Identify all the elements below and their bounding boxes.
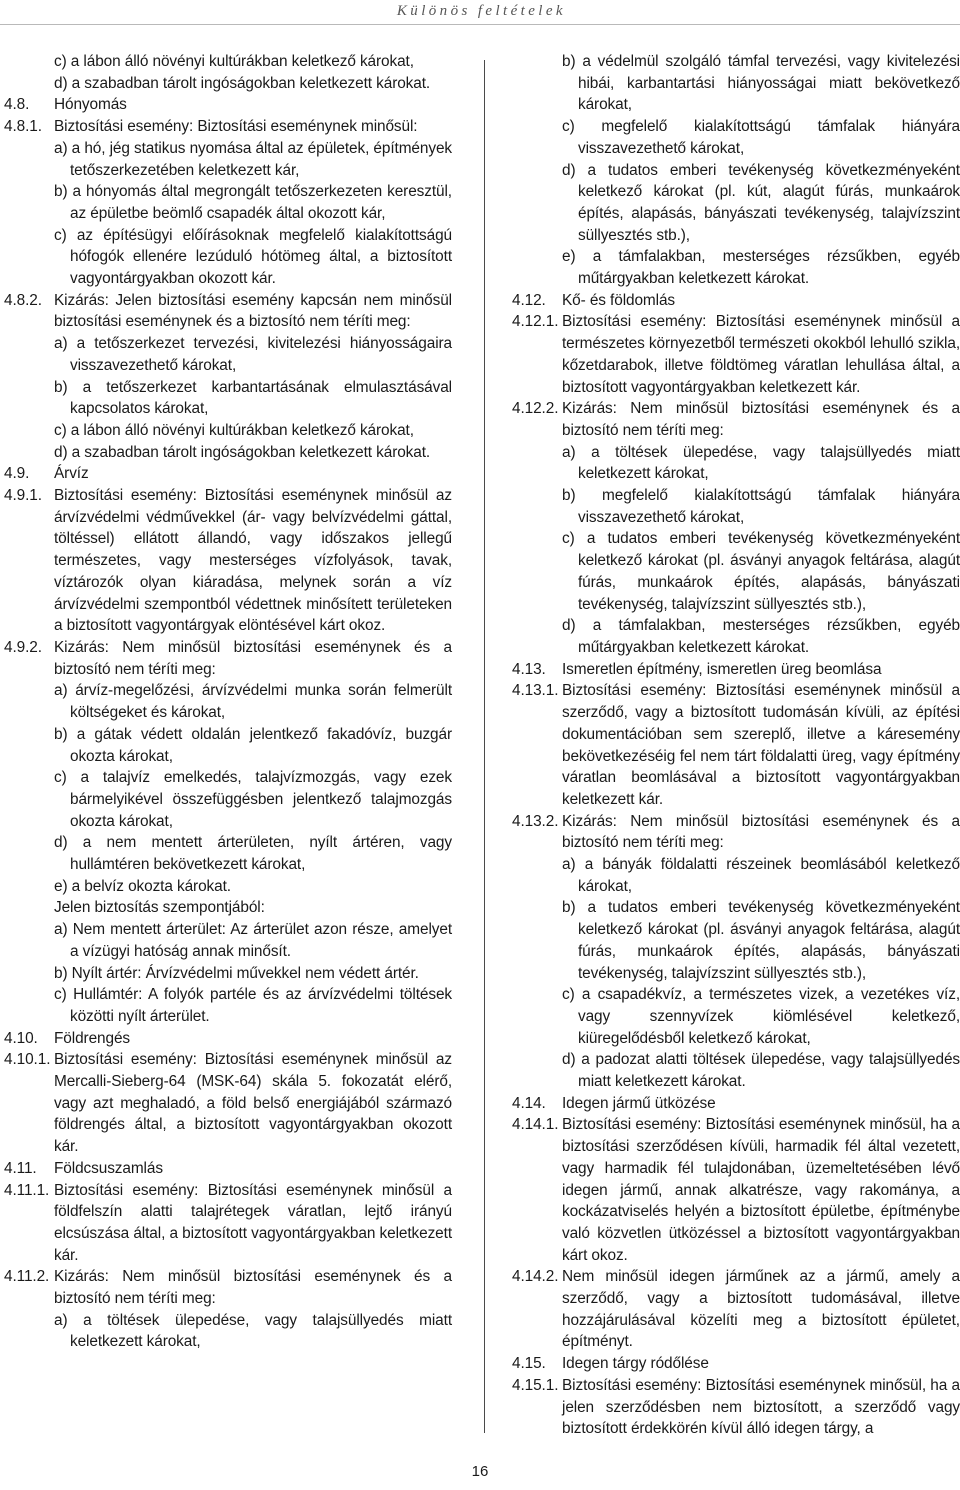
- clause-text: b) a tudatos emberi tevékenység következményeként keletkező károkat (pl. ásványi anyagok feltárása, alagút fúrás, munkaárok építés, alapásás, bányászati tevékenység, talajvízszint süllyesztés stb.),: [562, 899, 960, 982]
- list-item: [508, 160, 960, 247]
- list-item: [0, 138, 452, 181]
- clause-number: 4.13.1.: [512, 682, 559, 700]
- clause-text: Árvíz: [54, 465, 89, 483]
- clause-text: Idegen tárgy ródőlése: [562, 1355, 709, 1373]
- clause-paragraph: [508, 1266, 960, 1353]
- clause-text: d) a támfalakban, mesterséges rézsűkben, egyéb műtárgyakban keletkezett károkat.: [562, 617, 960, 656]
- section-heading: [0, 463, 452, 485]
- clause-text: c) a lábon álló növényi kultúrákban keletkező károkat,: [54, 421, 414, 439]
- list-item: [0, 377, 452, 420]
- clause-number: 4.15.: [512, 1355, 546, 1373]
- list-item: [0, 225, 452, 290]
- list-item: [508, 246, 960, 289]
- clause-text: a) a töltések ülepedése, vagy talajsüllyedés miatt keletkezett károkat,: [562, 443, 960, 483]
- page-number: 16: [471, 1463, 489, 1480]
- clause-paragraph: [0, 290, 452, 333]
- clause-text: a) a hó, jég statikus nyomása által az épületek, építmények tetőszerkezetében keletkezett kár,: [54, 139, 452, 179]
- list-item: [0, 51, 452, 73]
- clause-number: 4.12.: [512, 291, 546, 309]
- clause-text: Kizárás: Nem minősül biztosítási eseménynek és a biztosító nem téríti meg:: [54, 638, 452, 678]
- clause-text: Jelen biztosítás szempontjából:: [54, 899, 265, 917]
- clause-text: b) Nyílt ártér: Árvízvédelmi művekkel nem védett ártér.: [54, 964, 419, 982]
- clause-text: c) a talajvíz emelkedés, talajvízmozgás, vagy ezek bármelyikével összefüggésben jelentkező talajmozgás okozta károkat,: [54, 769, 452, 830]
- clause-number: 4.11.1.: [4, 1181, 50, 1199]
- section-heading: [508, 1353, 960, 1375]
- clause-number: 4.9.: [4, 465, 30, 483]
- clause-paragraph: [0, 897, 452, 919]
- clause-text: Kizárás: Nem minősül biztosítási eseménynek és a biztosító nem téríti meg:: [54, 1268, 452, 1308]
- clause-text: d) a tudatos emberi tevékenység következményeként keletkező károkat (pl. kút, alagút fúrás, munkaárok építés, alapásás, bányászati tevékenység, talajvízszint süllyesztés stb.),: [562, 161, 960, 244]
- clause-text: d) a szabadban tárolt ingóságokban keletkezett károkat.: [54, 443, 431, 461]
- clause-paragraph: [0, 1266, 452, 1309]
- clause-number: 4.15.1.: [512, 1376, 559, 1394]
- clause-text: d) a padozat alatti töltések ülepedése, vagy talajsüllyedés miatt keletkezett károkat.: [562, 1051, 960, 1091]
- clause-number: 4.8.: [4, 96, 30, 114]
- list-item: [0, 73, 452, 95]
- list-item: [0, 1310, 452, 1353]
- clause-text: b) a gátak védett oldalán jelentkező fakadóvíz, buzgár okozta károkat,: [54, 725, 452, 765]
- clause-text: c) az építésügyi előírásoknak megfelelő kialakítottságú hófogók ellenére lezúduló hótömeg által, a biztosított vagyontárgyakban okozott kár.: [54, 226, 452, 288]
- list-item: [0, 984, 452, 1027]
- list-item: [0, 680, 452, 723]
- clause-text: b) a tetőszerkezet karbantartásának elmulasztásával kapcsolatos károkat,: [54, 378, 452, 418]
- list-item: [0, 181, 452, 224]
- clause-number: 4.14.: [512, 1094, 546, 1112]
- clause-paragraph: [0, 485, 452, 637]
- clause-text: Idegen jármű ütközése: [562, 1094, 716, 1112]
- list-item: [0, 876, 452, 898]
- clause-text: a) a bányák földalatti részeinek beomlásából keletkező károkat,: [562, 856, 960, 895]
- clause-number: 4.11.: [4, 1159, 37, 1177]
- clause-paragraph: [508, 311, 960, 398]
- list-item: [508, 442, 960, 485]
- clause-text: a) a töltések ülepedése, vagy talajsüllyedés miatt keletkezett károkat,: [54, 1311, 452, 1351]
- section-heading: [508, 659, 960, 681]
- clause-number: 4.10.: [4, 1029, 38, 1047]
- clause-text: b) a védelmül szolgáló támfal tervezési, vagy kivitelezési hibái, karbantartási hiányosságai miatt bekövetkező károkat,: [562, 53, 960, 114]
- clause-text: c) a csapadékvíz, a természetes vizek, a vezetékes víz, vagy szennyvízek kiömlésével keletkező, kiüregelődésből keletkező károkat,: [562, 986, 960, 1047]
- list-item: [508, 528, 960, 615]
- clause-number: 4.13.: [512, 660, 546, 678]
- page-header: [0, 0, 960, 26]
- clause-number: 4.8.2.: [4, 291, 42, 309]
- list-item: [508, 854, 960, 897]
- clause-number: 4.14.1.: [512, 1116, 559, 1134]
- list-item: [0, 724, 452, 767]
- header-rule: [0, 24, 960, 25]
- list-item: [0, 963, 452, 985]
- clause-text: c) a lábon álló növényi kultúrákban keletkező károkat,: [54, 53, 414, 70]
- clause-text: Biztosítási esemény: Biztosítási eseménynek minősül az Mercalli-Sieberg-64 (MSK-64) skála 5. fokozatát elérő, vagy azt meghaladó, a föld belső energiájából származó földrengés által, a biztosított vagyontárgyakban okozott kár.: [54, 1051, 452, 1156]
- list-item: [508, 897, 960, 984]
- clause-text: b) megfelelő kialakítottságú támfalak hiányára visszavezethető károkat,: [562, 487, 960, 526]
- clause-text: b) a hónyomás által megrongált tetőszerkezeten keresztül, az épületbe beömlő csapadék által okozott kár,: [54, 183, 452, 222]
- clause-number: 4.10.1.: [4, 1051, 51, 1069]
- clause-number: 4.8.1.: [4, 118, 42, 136]
- clause-paragraph: [508, 398, 960, 441]
- clause-text: d) a szabadban tárolt ingóságokban keletkezett károkat.: [54, 74, 431, 92]
- clause-paragraph: [0, 1049, 452, 1158]
- left-column: [0, 51, 452, 1353]
- list-item: [0, 420, 452, 442]
- clause-text: Biztosítási esemény: Biztosítási eseménynek minősül a szerződő, vagy a biztosított tudomásán kívüli, az építési dokumentációban sem szereplő, illetve a káresemény bekövetkezéséig fel nem tárt földalatti üreg, vagy építmény váratlan beomlásával a biztosított vagyontárgyakban keletkezett kár.: [562, 682, 960, 808]
- clause-text: Biztosítási esemény: Biztosítási eseménynek minősül a természetes környezetből természeti okokból lehulló szikla, kőzetdarabok, illetve földtömeg váratlan lehullása által, a biztosított vagyontárgyakban keletkezett kár.: [562, 313, 960, 396]
- clause-number: 4.14.2.: [512, 1268, 559, 1286]
- clause-text: Biztosítási esemény: Biztosítási eseménynek minősül, ha a jelen szerződésben nem biztosított, a szerződő vagy biztosított érdekkörén kívül álló idegen tárgy, a: [562, 1376, 960, 1438]
- clause-text: c) Hullámtér: A folyók partéle és az árvízvédelmi töltések közötti nyílt árterület.: [54, 986, 452, 1025]
- clause-text: e) a belvíz okozta károkat.: [54, 877, 231, 895]
- list-item: [508, 1049, 960, 1092]
- clause-text: Biztosítási esemény: Biztosítási eseménynek minősül a földfelszín alatti talajrétegek váratlan, lejtő irányú elcsúszása által, a biztosított vagyontárgyakban keletkezett kár.: [54, 1181, 452, 1264]
- clause-number: 4.9.2.: [4, 638, 42, 656]
- clause-paragraph: [508, 680, 960, 810]
- clause-number: 4.12.1.: [512, 313, 559, 331]
- clause-paragraph: [508, 1375, 960, 1440]
- section-heading: [0, 94, 452, 116]
- clause-number: 4.13.2.: [512, 812, 559, 830]
- clause-number: 4.9.1.: [4, 487, 42, 505]
- list-item: [508, 615, 960, 658]
- clause-text: Földrengés: [54, 1029, 130, 1047]
- clause-paragraph: [508, 811, 960, 854]
- section-heading: [0, 1028, 452, 1050]
- clause-text: Kizárás: Nem minősül biztosítási eseménynek és a biztosító nem téríti meg:: [562, 812, 960, 852]
- clause-text: Ismeretlen építmény, ismeretlen üreg beomlása: [562, 660, 882, 678]
- clause-text: d) a nem mentett árterületen, nyílt ártéren, vagy hullámtéren bekövetkezett károkat,: [54, 834, 452, 874]
- clause-text: a) árvíz-megelőzési, árvízvédelmi munka során felmerült költségeket és károkat,: [54, 682, 452, 722]
- header-title: Különös feltételek: [396, 3, 566, 19]
- clause-text: Földcsuszamlás: [54, 1159, 163, 1177]
- list-item: [508, 116, 960, 159]
- clause-text: Kő- és földomlás: [562, 291, 676, 309]
- list-item: [508, 485, 960, 528]
- list-item: [508, 51, 960, 116]
- section-heading: [508, 1093, 960, 1115]
- clause-text: Kizárás: Jelen biztosítási esemény kapcsán nem minősül biztosítási eseménynek és a biztosító nem téríti meg:: [54, 291, 452, 331]
- list-item: [0, 832, 452, 875]
- clause-paragraph: [508, 1114, 960, 1266]
- clause-text: a) a tetőszerkezet tervezési, kivitelezési hiányosságaira visszavezethető károkat,: [54, 335, 452, 374]
- clause-text: Nem minősül idegen járműnek az a jármű, amely a szerződő, vagy a biztosított tudomásával, illetve hozzájárulásával közelíti meg a biztosított épületet, építményt.: [562, 1268, 960, 1351]
- clause-text: Kizárás: Nem minősül biztosítási eseménynek és a biztosító nem téríti meg:: [562, 400, 960, 439]
- list-item: [508, 984, 960, 1049]
- section-heading: [508, 290, 960, 312]
- clause-text: Biztosítási esemény: Biztosítási eseménynek minősül:: [54, 118, 418, 136]
- list-item: [0, 919, 452, 962]
- clause-text: Hónyomás: [54, 96, 127, 114]
- clause-paragraph: [0, 116, 452, 138]
- clause-text: e) a támfalakban, mesterséges rézsűkben, egyéb műtárgyakban keletkezett károkat.: [562, 248, 960, 288]
- section-heading: [0, 1158, 452, 1180]
- clause-text: Biztosítási esemény: Biztosítási eseménynek minősül, ha a biztosítási szerződésen kívüli, harmadik fél által vezetett, vagy harmadik fél tulajdonában, üzemeltetésében lévő idegen jármű, annak alkatrésze, vagy rakománya, a kockázatviselés helyén a biztosított épületbe, építménybe való közvetlen ütközéssel a biztosított vagyontárgyakban kárt okoz.: [562, 1116, 960, 1264]
- clause-paragraph: [0, 637, 452, 680]
- clause-number: 4.12.2.: [512, 400, 559, 418]
- clause-text: a) Nem mentett árterület: Az árterület azon része, amelyet a vízügyi hatóság annak minősít.: [54, 921, 452, 960]
- list-item: [0, 767, 452, 832]
- clause-number: 4.11.2.: [4, 1268, 50, 1286]
- list-item: [0, 442, 452, 464]
- clause-text: Biztosítási esemény: Biztosítási eseménynek minősül az árvízvédelmi védművekkel (ár- vagy belvízvédelmi gáttal, töltéssel) ellátott állandó, vagy időszakos jellegű természetes, vagy mesterséges vízfolyások, tavak, víztározók olyan kiáradása, melynek során a víz árvízvédelmi szempontból védettnek minősített területeken a biztosított vagyontárgyak elöntésével kárt okoz.: [54, 487, 452, 635]
- right-column: [508, 51, 960, 1440]
- clause-text: c) a tudatos emberi tevékenység következményeként keletkező károkat (pl. ásványi anyagok feltárása, alagút fúrás, munkaárok építés, alapásás, bányászati tevékenység, talajvízszint süllyesztés stb.),: [562, 530, 960, 613]
- clause-text: c) megfelelő kialakítottságú támfalak hiányára visszavezethető károkat,: [562, 118, 960, 157]
- column-divider: [484, 60, 485, 1433]
- list-item: [0, 333, 452, 376]
- clause-paragraph: [0, 1180, 452, 1267]
